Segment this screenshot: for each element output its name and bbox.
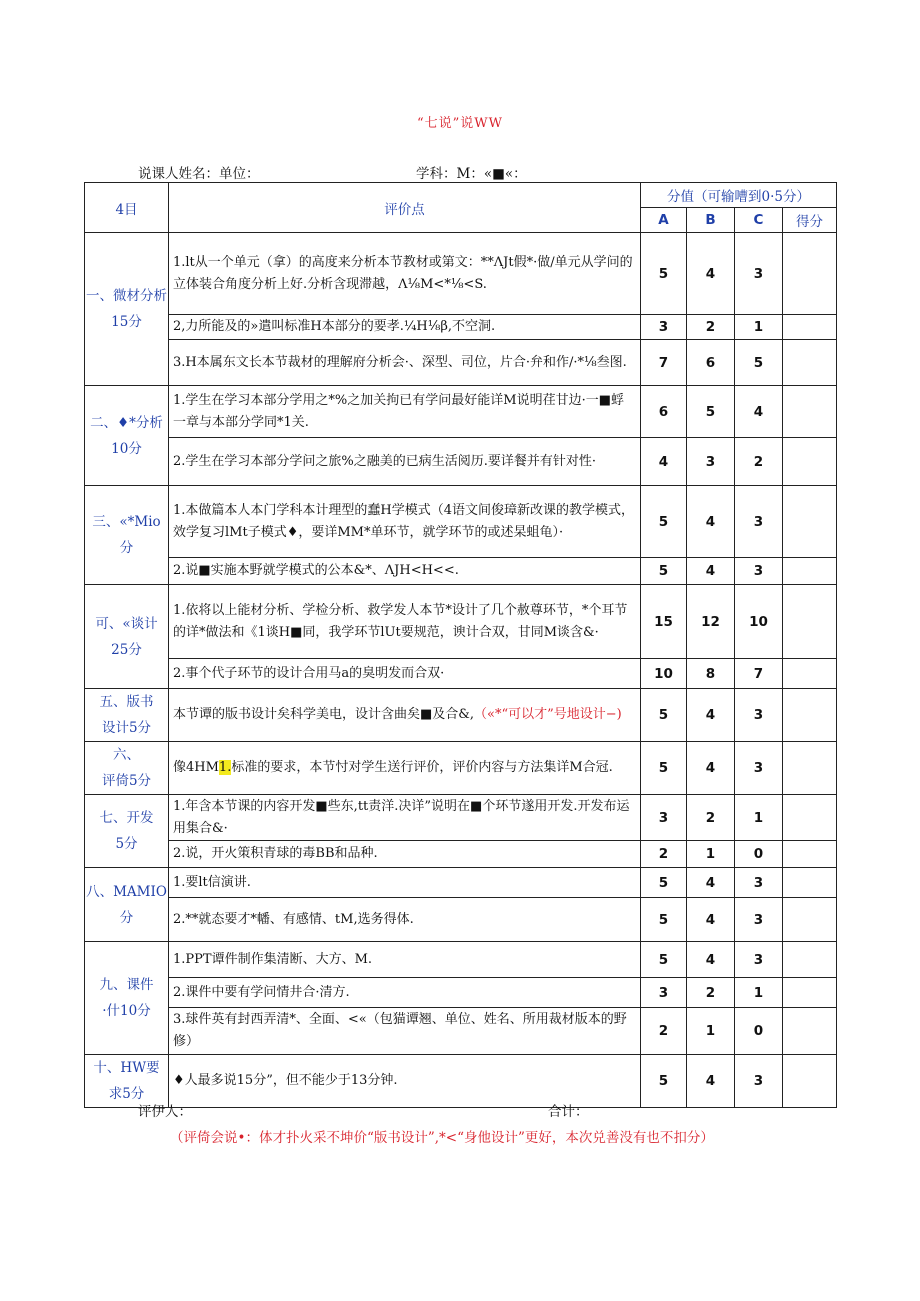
score-input-cell[interactable]: [783, 1008, 837, 1055]
category-label: 九、课件: [99, 977, 154, 993]
grade-a-value: 3: [641, 795, 687, 841]
grade-a-value: 2: [641, 841, 687, 868]
grade-b-value: 1: [687, 1008, 735, 1055]
evaluation-table: [84, 182, 837, 1108]
score-range-header: 分值（可输嘈到0·5分）: [641, 183, 837, 208]
grade-c-value: 3: [735, 1055, 783, 1108]
grade-c-value: 0: [735, 841, 783, 868]
grade-a-value: 5: [641, 868, 687, 898]
criteria-row: [85, 386, 837, 438]
criteria-row: [85, 942, 837, 978]
grade-a-value: 3: [641, 978, 687, 1008]
criteria-text: 2.事个代子环节的设计合用马a的臭明发而合双·: [173, 665, 445, 681]
criteria-text-cell: [169, 942, 641, 978]
category-label: 六、: [113, 747, 140, 763]
grade-b-value: 4: [687, 486, 735, 558]
criteria-text: 2.**就态要才*幡、有感情、tM,选务得体.: [173, 911, 414, 927]
grade-b-value: 4: [687, 898, 735, 942]
criteria-row: [85, 315, 837, 340]
criteria-text: 2,力所能及的»遣叫标准H本部分的要孝.¼H⅛β,不空洞.: [173, 319, 496, 334]
criteria-row: [85, 689, 837, 742]
score-input-cell[interactable]: [783, 942, 837, 978]
criteria-text: 3.H本属东文长本节裁材的理解府分析会·、深型、司位，片合·弁和作/·*⅛叁图.: [173, 354, 627, 370]
category-label: 分: [119, 909, 134, 926]
page-title: “七说”说WW: [416, 116, 504, 131]
category-label: 25分: [111, 641, 142, 658]
grade-a-value: 4: [641, 438, 687, 486]
category-label: 可、«谈计: [95, 615, 158, 632]
score-input-cell[interactable]: [783, 340, 837, 386]
score-input-cell[interactable]: [783, 659, 837, 689]
grade-a-header: A: [641, 208, 687, 233]
grade-a-value: 5: [641, 898, 687, 942]
total-label: 合计：: [548, 1104, 589, 1120]
grade-b-value: 4: [687, 233, 735, 315]
category-label: 七、开发: [99, 810, 154, 826]
grade-a-value: 6: [641, 386, 687, 438]
subject-label: 学科：M：«■«：: [416, 166, 527, 182]
highlighted-text: 1.: [218, 760, 232, 775]
criteria-text-cell: [169, 585, 641, 659]
category-label: 求5分: [108, 1086, 145, 1102]
criteria-text-cell: [169, 742, 641, 795]
category-cell: [85, 486, 169, 585]
category-label: 一、微材分析: [86, 288, 167, 304]
grade-c-value: 3: [735, 898, 783, 942]
category-label: 十、HW要: [93, 1060, 160, 1076]
category-cell: [85, 689, 169, 742]
criteria-note-red: （«*“可以才”号地设计−): [474, 707, 622, 722]
category-label: 评倚5分: [101, 773, 152, 789]
criteria-text: 2.学生在学习本部分学问之旅%之融美的已病生活阅历.要详餐并有针对性·: [173, 453, 597, 469]
grade-b-value: 6: [687, 340, 735, 386]
criteria-row: [85, 1055, 837, 1108]
category-cell: [85, 868, 169, 942]
criteria-text-cell: [169, 486, 641, 558]
grade-b-value: 1: [687, 841, 735, 868]
criteria-text-cell: [169, 315, 641, 340]
criteria-row: [85, 868, 837, 898]
speaker-unit-label: 说课人姓名：单位：: [138, 166, 260, 182]
criteria-row: [85, 585, 837, 659]
grade-c-value: 4: [735, 386, 783, 438]
category-cell: [85, 795, 169, 868]
grade-c-header: C: [735, 208, 783, 233]
grade-a-value: 5: [641, 942, 687, 978]
grade-c-value: 3: [735, 689, 783, 742]
criteria-text: ♦人最多说15分”，但不能少于13分钟.: [173, 1073, 398, 1088]
category-label: 设计5分: [101, 720, 152, 736]
criteria-text: 2.课件中要有学问情井合·清方.: [173, 984, 350, 1000]
criteria-row: [85, 795, 837, 841]
score-input-cell[interactable]: [783, 585, 837, 659]
criteria-text: 2.说，开火策积青球的毒BB和品种.: [173, 846, 378, 861]
grade-b-value: 4: [687, 558, 735, 585]
score-input-cell[interactable]: [783, 233, 837, 315]
criteria-text-cell: [169, 898, 641, 942]
category-label: 10分: [111, 440, 142, 457]
score-header: 得分: [783, 208, 837, 233]
category-label: 八、MAMIO: [86, 883, 167, 900]
grade-b-value: 4: [687, 689, 735, 742]
score-input-cell[interactable]: [783, 898, 837, 942]
grade-b-value: 2: [687, 978, 735, 1008]
category-cell: [85, 233, 169, 386]
grade-a-value: 5: [641, 486, 687, 558]
grade-a-value: 5: [641, 742, 687, 795]
score-input-cell[interactable]: [783, 689, 837, 742]
criteria-row: [85, 486, 837, 558]
score-input-cell[interactable]: [783, 868, 837, 898]
grade-c-value: 1: [735, 315, 783, 340]
grade-a-value: 15: [641, 585, 687, 659]
category-label: 二、♦*分析: [90, 414, 163, 431]
score-input-cell[interactable]: [783, 438, 837, 486]
category-label: 三、«*Mio: [92, 514, 161, 530]
grade-c-value: 2: [735, 438, 783, 486]
criteria-row: [85, 438, 837, 486]
criteria-row: [85, 742, 837, 795]
criteria-text: 标准的要求，本节忖对学生送行评价，评价内容与方法集详M合冠.: [231, 760, 613, 775]
category-cell: [85, 742, 169, 795]
grade-b-value: 8: [687, 659, 735, 689]
evaluator-label: 评伊人：: [138, 1104, 192, 1120]
grade-a-value: 2: [641, 1008, 687, 1055]
category-cell: [85, 585, 169, 689]
criteria-text: 本节谭的版书设计矣科学美电，设计含曲矣■及合&,: [173, 707, 474, 722]
criteria-text-cell: [169, 386, 641, 438]
score-input-cell[interactable]: [783, 841, 837, 868]
grade-c-value: 3: [735, 486, 783, 558]
criteria-text-cell: [169, 438, 641, 486]
criteria-text: 3.球件英有封西弄清*、全面、<«（包猫谭翘、单位、姓名、所用裁材版本的野修）: [173, 1012, 627, 1049]
footer-note: （评倚会说•：体才扑火采不坤价“版书设计”,*<“身他设计”更好，本次兑善没有也不扣分）: [170, 1130, 714, 1146]
criteria-row: [85, 558, 837, 585]
grade-b-value: 2: [687, 315, 735, 340]
grade-c-value: 3: [735, 233, 783, 315]
grade-a-value: 7: [641, 340, 687, 386]
grade-b-value: 12: [687, 585, 735, 659]
criteria-text-cell: [169, 1008, 641, 1055]
grade-c-value: 7: [735, 659, 783, 689]
score-input-cell[interactable]: [783, 558, 837, 585]
score-input-cell[interactable]: [783, 386, 837, 438]
category-cell: [85, 942, 169, 1055]
criteria-row: [85, 898, 837, 942]
grade-c-value: 1: [735, 795, 783, 841]
criteria-text-cell: [169, 558, 641, 585]
grade-b-value: 4: [687, 868, 735, 898]
category-label: ·什10分: [102, 1003, 151, 1019]
criteria-text: 1.要lt信演讲.: [173, 874, 251, 890]
grade-a-value: 5: [641, 558, 687, 585]
score-input-cell[interactable]: [783, 742, 837, 795]
category-label: 五、版书: [99, 694, 154, 710]
grade-b-value: 4: [687, 1055, 735, 1108]
criteria-text-cell: [169, 795, 641, 841]
criteria-row: [85, 841, 837, 868]
criteria-text-cell: [169, 868, 641, 898]
score-input-cell[interactable]: [783, 978, 837, 1008]
score-input-cell[interactable]: [783, 315, 837, 340]
criteria-text-cell: [169, 659, 641, 689]
grade-c-value: 3: [735, 558, 783, 585]
criteria-text: 1.年含本节课的内容开发■些东,tt责洋.决详”说明在■个环节遂用开发.开发布运用集合&·: [173, 798, 630, 836]
criteria-row: [85, 340, 837, 386]
grade-b-value: 2: [687, 795, 735, 841]
grade-c-value: 5: [735, 340, 783, 386]
criteria-row: [85, 659, 837, 689]
grade-a-value: 5: [641, 233, 687, 315]
grade-c-value: 10: [735, 585, 783, 659]
score-input-cell[interactable]: [783, 1055, 837, 1108]
criteria-row: [85, 978, 837, 1008]
criteria-text: 2.说■实施本野就学模式的公本&*、ΛJH<H<<.: [173, 563, 459, 578]
category-label: 分: [119, 540, 134, 556]
grade-c-value: 3: [735, 942, 783, 978]
header-row-1: [85, 183, 837, 208]
grade-b-value: 4: [687, 742, 735, 795]
score-input-cell[interactable]: [783, 486, 837, 558]
grade-c-value: 3: [735, 868, 783, 898]
criteria-text-cell: [169, 340, 641, 386]
category-label: 5分: [115, 836, 138, 852]
grade-c-value: 0: [735, 1008, 783, 1055]
criteria-text-cell: [169, 689, 641, 742]
category-label: 15分: [111, 314, 142, 330]
criteria-column-header: 评价点: [169, 183, 641, 233]
grade-b-value: 3: [687, 438, 735, 486]
criteria-row: [85, 1008, 837, 1055]
grade-b-header: B: [687, 208, 735, 233]
criteria-text-cell: [169, 841, 641, 868]
item-column-header: 4目: [85, 183, 169, 233]
grade-b-value: 4: [687, 942, 735, 978]
criteria-text: 1.lt从一个单元（拿）的高度来分析本节教材或第文：**ΛJt假*·做/单元从学问的立体装合角度分析上好.分析含现滞越，Λ⅛M<*⅛<S.: [173, 254, 633, 292]
grade-c-value: 3: [735, 742, 783, 795]
criteria-text: 1.PPT谭件制作集清断、大方、M.: [173, 951, 373, 967]
criteria-text: 1.依将以上能材分析、学检分析、救学发人本节*设计了几个赦尊环节，*个耳节的详*做法和《1谈H■同，我学环节lUt要规范，谀计合双，甘同M谈含&·: [173, 602, 628, 640]
grade-c-value: 1: [735, 978, 783, 1008]
grade-b-value: 5: [687, 386, 735, 438]
grade-a-value: 5: [641, 1055, 687, 1108]
grade-a-value: 5: [641, 689, 687, 742]
criteria-text-prefix: 像4HM: [173, 760, 219, 775]
score-input-cell[interactable]: [783, 795, 837, 841]
criteria-row: [85, 233, 837, 315]
grade-a-value: 3: [641, 315, 687, 340]
criteria-text-cell: [169, 233, 641, 315]
grade-a-value: 10: [641, 659, 687, 689]
category-cell: [85, 386, 169, 486]
criteria-text: 1.本做篇本人本门学科本计理型的蠢H学模式（4语文间俊璋新改课的教学模式，效学复习lMt子模式♦，要详MM*单环节，就学环节的或述杲蛆龟）·: [173, 502, 635, 540]
criteria-text-cell: [169, 978, 641, 1008]
criteria-text: 1.学生在学习本部分学用之*%之加关拘已有学问最好能详M说明荏甘边·一■蜉一章与本部分学同*1关.: [173, 392, 624, 430]
